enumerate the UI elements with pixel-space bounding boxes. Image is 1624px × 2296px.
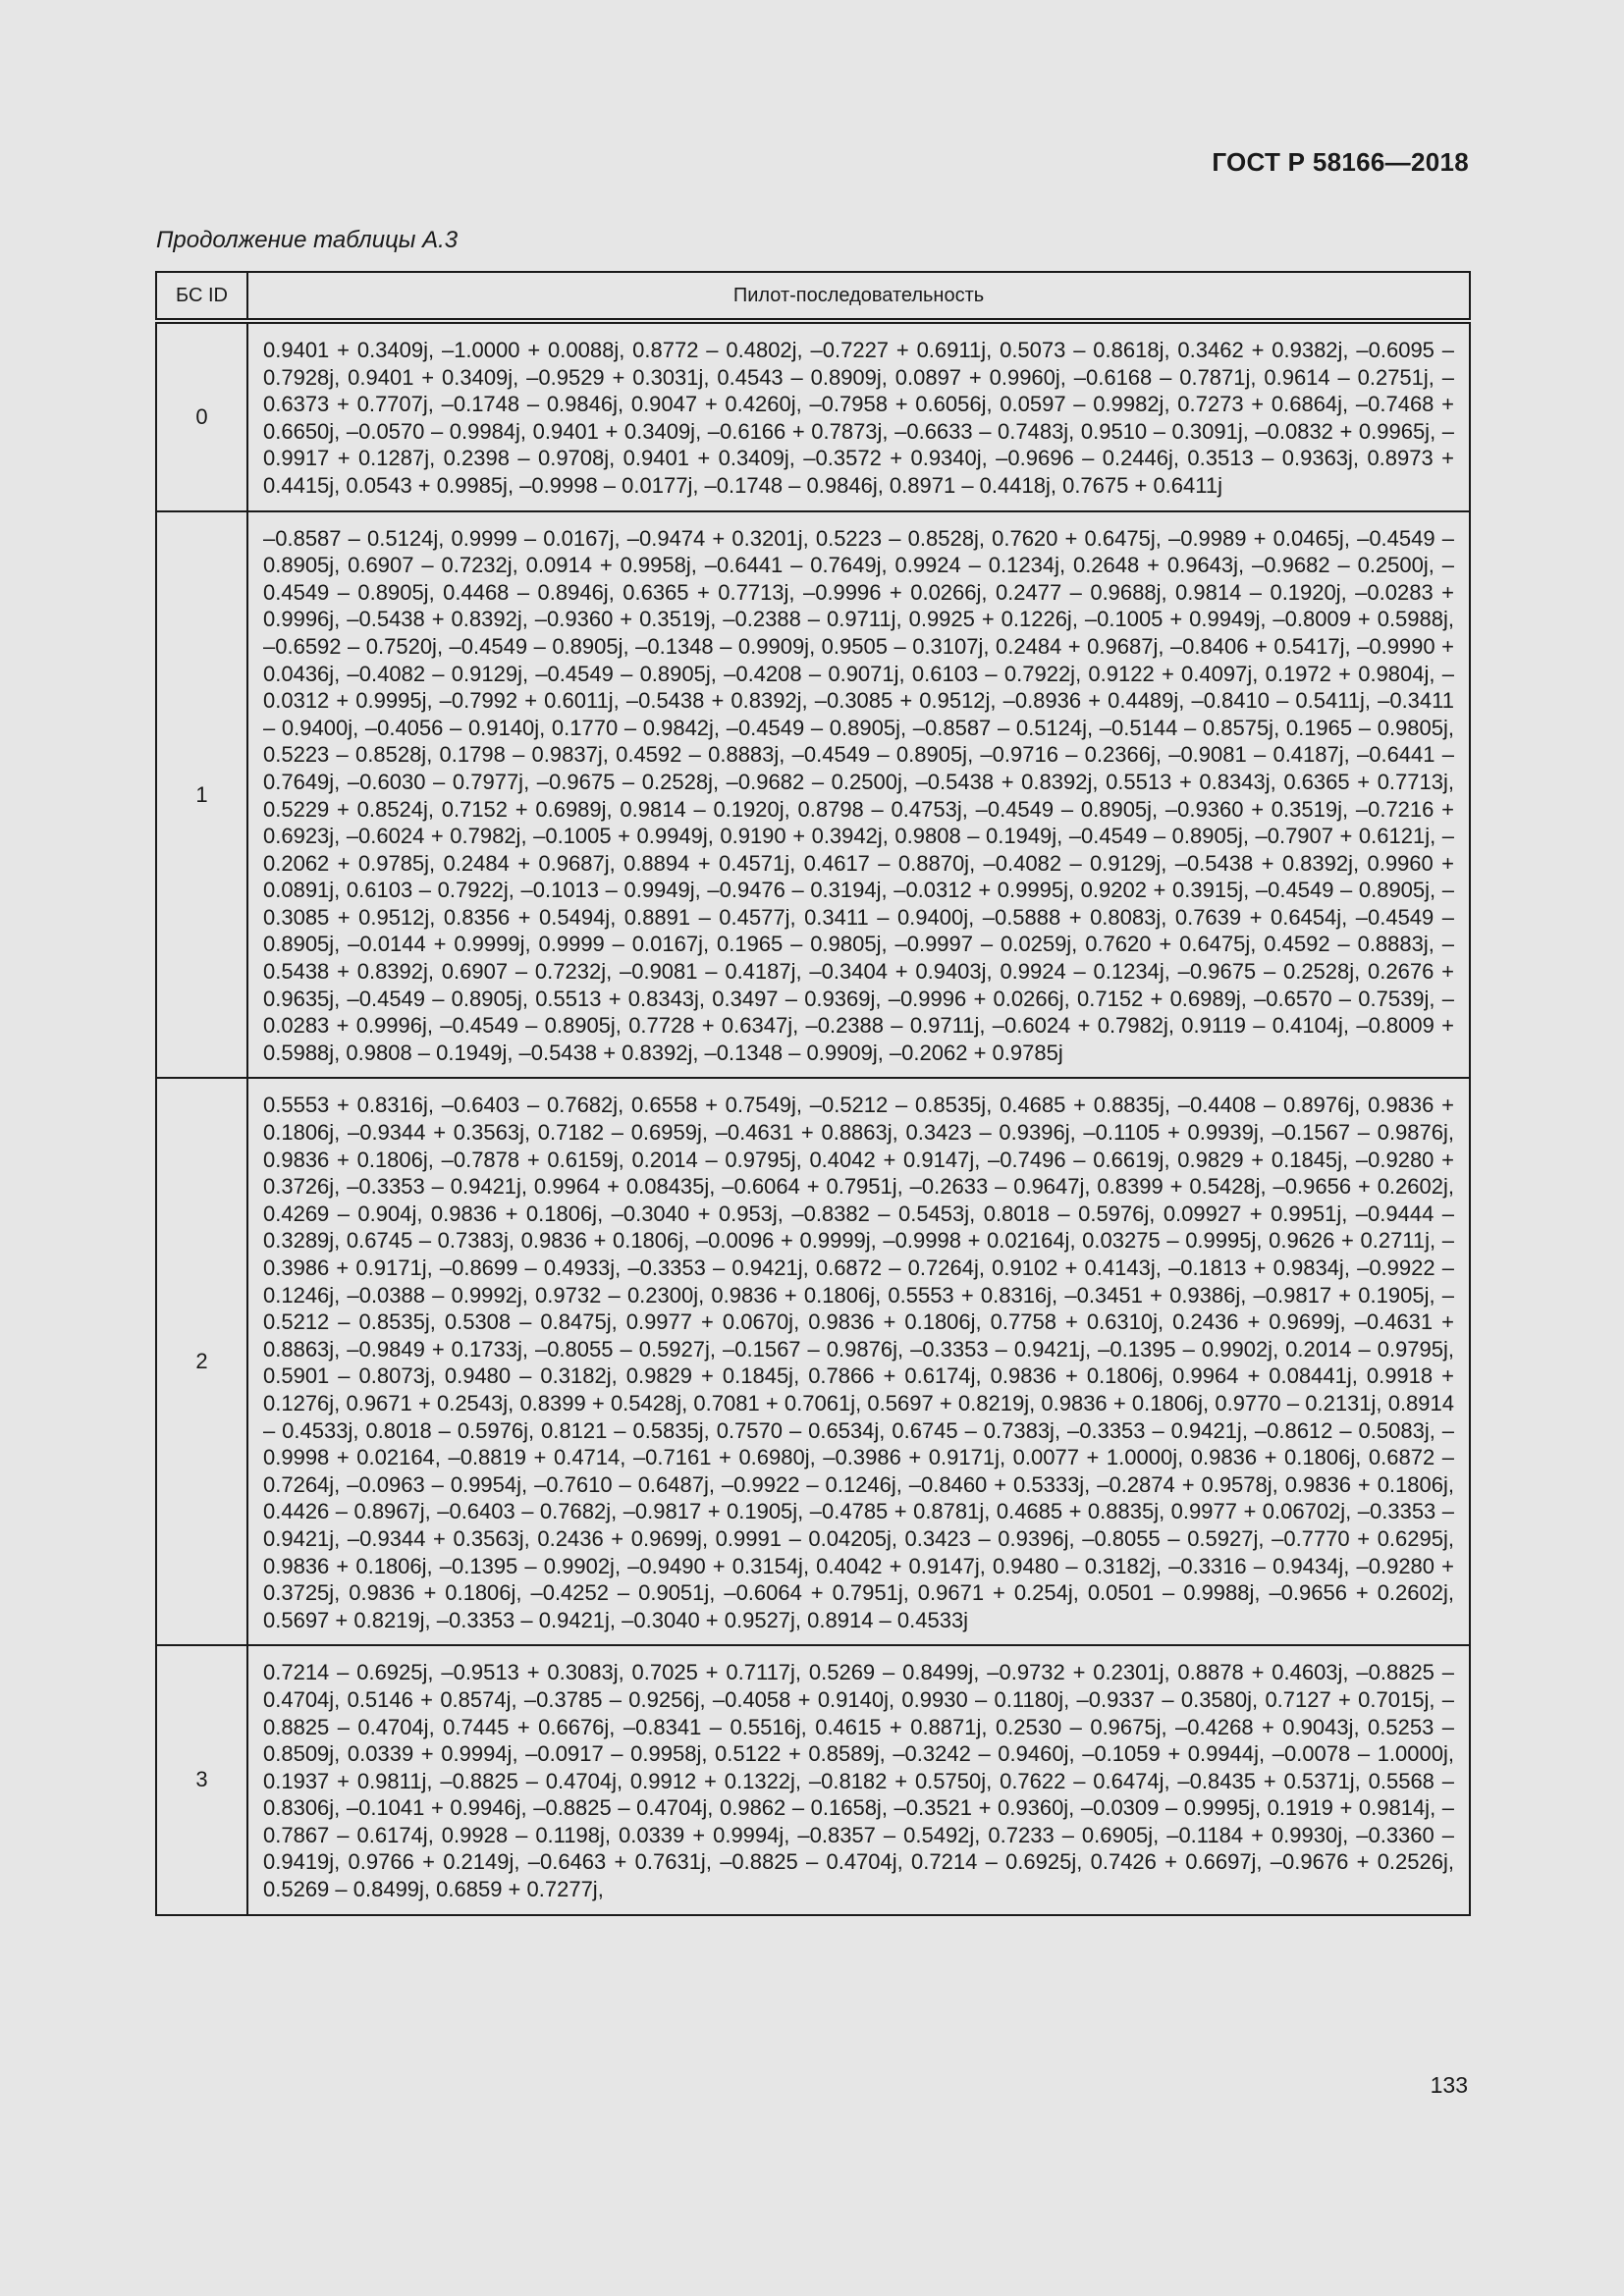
header-bs-id: БС ID bbox=[156, 272, 247, 321]
table-header-row bbox=[156, 272, 1470, 321]
header-pilot-sequence: Пилот-последовательность bbox=[247, 272, 1470, 321]
table-row bbox=[156, 1078, 1470, 1645]
bs-id-cell: 2 bbox=[156, 1078, 247, 1645]
table-row bbox=[156, 511, 1470, 1079]
bs-id-cell: 0 bbox=[156, 321, 247, 511]
pilot-sequence-cell: –0.8587 – 0.5124j, 0.9999 – 0.0167j, –0.9474 + 0.3201j, 0.5223 – 0.8528j, 0.7620 + 0.6475j, –0.9989 + 0.0465j, –0.4549 – 0.8905j, 0.6907 – 0.7232j, 0.0914 + 0.9958j, –0.6441 – 0.7649j, 0.9924 – 0.1234j, 0.2648 + 0.9643j, –0.9682 – 0.2500j, –0.4549 – 0.8905j, 0.4468 – 0.8946j, 0.6365 + 0.7713j, –0.9996 + 0.0266j, 0.2477 – 0.9688j, 0.9814 – 0.1920j, –0.0283 + 0.9996j, –0.5438 + 0.8392j, –0.9360 + 0.3519j, –0.2388 – 0.9711j, 0.9925 + 0.1226j, –0.1005 + 0.9949j, –0.8009 + 0.5988j, –0.6592 – 0.7520j, –0.4549 – 0.8905j, –0.1348 – 0.9909j, 0.9505 – 0.3107j, 0.2484 + 0.9687j, –0.8406 + 0.5417j, –0.9990 + 0.0436j, –0.4082 – 0.9129j, –0.4549 – 0.8905j, –0.4208 – 0.9071j, 0.6103 – 0.7922j, 0.9122 + 0.4097j, 0.1972 + 0.9804j, –0.0312 + 0.9995j, –0.7992 + 0.6011j, –0.5438 + 0.8392j, –0.3085 + 0.9512j, –0.8936 + 0.4489j, –0.8410 – 0.5411j, –0.3411 – 0.9400j, –0.4056 – 0.9140j, 0.1770 – 0.9842j, –0.4549 – 0.8905j, –0.8587 – 0.5124j, –0.5144 – 0.8575j, 0.1965 – 0.9805j, 0.5223 – 0.8528j, 0.1798 – 0.9837j, 0.4592 – 0.8883j, –0.4549 – 0.8905j, –0.9716 – 0.2366j, –0.9081 – 0.4187j, –0.6441 – 0.7649j, –0.6030 – 0.7977j, –0.9675 – 0.2528j, –0.9682 – 0.2500j, –0.5438 + 0.8392j, 0.5513 + 0.8343j, 0.6365 + 0.7713j, 0.5229 + 0.8524j, 0.7152 + 0.6989j, 0.9814 – 0.1920j, 0.8798 – 0.4753j, –0.4549 – 0.8905j, –0.9360 + 0.3519j, –0.7216 + 0.6923j, –0.6024 + 0.7982j, –0.1005 + 0.9949j, 0.9190 + 0.3942j, 0.9808 – 0.1949j, –0.4549 – 0.8905j, –0.7907 + 0.6121j, –0.2062 + 0.9785j, 0.2484 + 0.9687j, 0.8894 + 0.4571j, 0.4617 – 0.8870j, –0.4082 – 0.9129j, –0.5438 + 0.8392j, 0.9960 + 0.0891j, 0.6103 – 0.7922j, –0.1013 – 0.9949j, –0.9476 – 0.3194j, –0.0312 + 0.9995j, 0.9202 + 0.3915j, –0.4549 – 0.8905j, –0.3085 + 0.9512j, 0.8356 + 0.5494j, 0.8891 – 0.4577j, 0.3411 – 0.9400j, –0.5888 + 0.8083j, 0.7639 + 0.6454j, –0.4549 – 0.8905j, –0.0144 + 0.9999j, 0.9999 – 0.0167j, 0.1965 – 0.9805j, –0.9997 – 0.0259j, 0.7620 + 0.6475j, 0.4592 – 0.8883j, –0.5438 + 0.8392j, 0.6907 – 0.7232j, –0.9081 – 0.4187j, –0.3404 + 0.9403j, 0.9924 – 0.1234j, –0.9675 – 0.2528j, 0.2676 + 0.9635j, –0.4549 – 0.8905j, 0.5513 + 0.8343j, 0.3497 – 0.9369j, –0.9996 + 0.0266j, 0.7152 + 0.6989j, –0.6570 – 0.7539j, –0.0283 + 0.9996j, –0.4549 – 0.8905j, 0.7728 + 0.6347j, –0.2388 – 0.9711j, –0.6024 + 0.7982j, 0.9119 – 0.4104j, –0.8009 + 0.5988j, 0.9808 – 0.1949j, –0.5438 + 0.8392j, –0.1348 – 0.9909j, –0.2062 + 0.9785j bbox=[247, 511, 1470, 1079]
pilot-sequence-cell: 0.7214 – 0.6925j, –0.9513 + 0.3083j, 0.7025 + 0.7117j, 0.5269 – 0.8499j, –0.9732 + 0.2301j, 0.8878 + 0.4603j, –0.8825 – 0.4704j, 0.5146 + 0.8574j, –0.3785 – 0.9256j, –0.4058 + 0.9140j, 0.9930 – 0.1180j, –0.9337 – 0.3580j, 0.7127 + 0.7015j, –0.8825 – 0.4704j, 0.7445 + 0.6676j, –0.8341 – 0.5516j, 0.4615 + 0.8871j, 0.2530 – 0.9675j, –0.4268 + 0.9043j, 0.5253 – 0.8509j, 0.0339 + 0.9994j, –0.0917 – 0.9958j, 0.5122 + 0.8589j, –0.3242 – 0.9460j, –0.1059 + 0.9944j, –0.0078 – 1.0000j, 0.1937 + 0.9811j, –0.8825 – 0.4704j, 0.9912 + 0.1322j, –0.8182 + 0.5750j, 0.7622 – 0.6474j, –0.8435 + 0.5371j, 0.5568 – 0.8306j, –0.1041 + 0.9946j, –0.8825 – 0.4704j, 0.9862 – 0.1658j, –0.3521 + 0.9360j, –0.0309 – 0.9995j, 0.1919 + 0.9814j, –0.7867 – 0.6174j, 0.9928 – 0.1198j, 0.0339 + 0.9994j, –0.8357 – 0.5492j, 0.7233 – 0.6905j, –0.1184 + 0.9930j, –0.3360 – 0.9419j, 0.9766 + 0.2149j, –0.6463 + 0.7631j, –0.8825 – 0.4704j, 0.7214 – 0.6925j, 0.7426 + 0.6697j, –0.9676 + 0.2526j, 0.5269 – 0.8499j, 0.6859 + 0.7277j, bbox=[247, 1645, 1470, 1914]
pilot-sequence-cell: 0.5553 + 0.8316j, –0.6403 – 0.7682j, 0.6558 + 0.7549j, –0.5212 – 0.8535j, 0.4685 + 0.8835j, –0.4408 – 0.8976j, 0.9836 + 0.1806j, –0.9344 + 0.3563j, 0.7182 – 0.6959j, –0.4631 + 0.8863j, 0.3423 – 0.9396j, –0.1105 + 0.9939j, –0.1567 – 0.9876j, 0.9836 + 0.1806j, –0.7878 + 0.6159j, 0.2014 – 0.9795j, 0.4042 + 0.9147j, –0.7496 – 0.6619j, 0.9829 + 0.1845j, –0.9280 + 0.3726j, –0.3353 – 0.9421j, 0.9964 + 0.08435j, –0.6064 + 0.7951j, –0.2633 – 0.9647j, 0.8399 + 0.5428j, –0.9656 + 0.2602j, 0.4269 – 0.904j, 0.9836 + 0.1806j, –0.3040 + 0.953j, –0.8382 – 0.5453j, 0.8018 – 0.5976j, 0.09927 + 0.9951j, –0.9444 – 0.3289j, 0.6745 – 0.7383j, 0.9836 + 0.1806j, –0.0096 + 0.9999j, –0.9998 + 0.02164j, 0.03275 – 0.9995j, 0.9626 + 0.2711j, –0.3986 + 0.9171j, –0.8699 – 0.4933j, –0.3353 – 0.9421j, 0.6872 – 0.7264j, 0.9102 + 0.4143j, –0.1813 + 0.9834j, –0.9922 – 0.1246j, –0.0388 – 0.9992j, 0.9732 – 0.2300j, 0.9836 + 0.1806j, 0.5553 + 0.8316j, –0.3451 + 0.9386j, –0.9817 + 0.1905j, –0.5212 – 0.8535j, 0.5308 – 0.8475j, 0.9977 + 0.0670j, 0.9836 + 0.1806j, 0.7758 + 0.6310j, 0.2436 + 0.9699j, –0.4631 + 0.8863j, –0.9849 + 0.1733j, –0.8055 – 0.5927j, –0.1567 – 0.9876j, –0.3353 – 0.9421j, –0.1395 – 0.9902j, 0.2014 – 0.9795j, 0.5901 – 0.8073j, 0.9480 – 0.3182j, 0.9829 + 0.1845j, 0.7866 + 0.6174j, 0.9836 + 0.1806j, 0.9964 + 0.08441j, 0.9918 + 0.1276j, 0.9671 + 0.2543j, 0.8399 + 0.5428j, 0.7081 + 0.7061j, 0.5697 + 0.8219j, 0.9836 + 0.1806j, 0.9770 – 0.2131j, 0.8914 – 0.4533j, 0.8018 – 0.5976j, 0.8121 – 0.5835j, 0.7570 – 0.6534j, 0.6745 – 0.7383j, –0.3353 – 0.9421j, –0.8612 – 0.5083j, –0.9998 + 0.02164, –0.8819 + 0.4714, –0.7161 + 0.6980j, –0.3986 + 0.9171j, 0.0077 + 1.0000j, 0.9836 + 0.1806j, 0.6872 – 0.7264j, –0.0963 – 0.9954j, –0.7610 – 0.6487j, –0.9922 – 0.1246j, –0.8460 + 0.5333j, –0.2874 + 0.9578j, 0.9836 + 0.1806j, 0.4426 – 0.8967j, –0.6403 – 0.7682j, –0.9817 + 0.1905j, –0.4785 + 0.8781j, 0.4685 + 0.8835j, 0.9977 + 0.06702j, –0.3353 – 0.9421j, –0.9344 + 0.3563j, 0.2436 + 0.9699j, 0.9991 – 0.04205j, 0.3423 – 0.9396j, –0.8055 – 0.5927j, –0.7770 + 0.6295j, 0.9836 + 0.1806j, –0.1395 – 0.9902j, –0.9490 + 0.3154j, 0.4042 + 0.9147j, 0.9480 – 0.3182j, –0.3316 – 0.9434j, –0.9280 + 0.3725j, 0.9836 + 0.1806j, –0.4252 – 0.9051j, –0.6064 + 0.7951j, 0.9671 + 0.254j, 0.0501 – 0.9988j, –0.9656 + 0.2602j, 0.5697 + 0.8219j, –0.3353 – 0.9421j, –0.3040 + 0.9527j, 0.8914 – 0.4533j bbox=[247, 1078, 1470, 1645]
pilot-sequence-cell: 0.9401 + 0.3409j, –1.0000 + 0.0088j, 0.8772 – 0.4802j, –0.7227 + 0.6911j, 0.5073 – 0.8618j, 0.3462 + 0.9382j, –0.6095 – 0.7928j, 0.9401 + 0.3409j, –0.9529 + 0.3031j, 0.4543 – 0.8909j, 0.0897 + 0.9960j, –0.6168 – 0.7871j, 0.9614 – 0.2751j, –0.6373 + 0.7707j, –0.1748 – 0.9846j, 0.9047 + 0.4260j, –0.7958 + 0.6056j, 0.0597 – 0.9982j, 0.7273 + 0.6864j, –0.7468 + 0.6650j, –0.0570 – 0.9984j, 0.9401 + 0.3409j, –0.6166 + 0.7873j, –0.6633 – 0.7483j, 0.9510 – 0.3091j, –0.0832 + 0.9965j, –0.9917 + 0.1287j, 0.2398 – 0.9708j, 0.9401 + 0.3409j, –0.3572 + 0.9340j, –0.9696 – 0.2446j, 0.3513 – 0.9363j, 0.8973 + 0.4415j, 0.0543 + 0.9985j, –0.9998 – 0.0177j, –0.1748 – 0.9846j, 0.8971 – 0.4418j, 0.7675 + 0.6411j bbox=[247, 321, 1470, 511]
table-continuation-caption: Продолжение таблицы А.3 bbox=[156, 227, 459, 253]
pilot-sequence-table bbox=[155, 271, 1471, 1916]
document-standard-number: ГОСТ Р 58166—2018 bbox=[1212, 147, 1469, 177]
bs-id-cell: 3 bbox=[156, 1645, 247, 1914]
page-number: 133 bbox=[1430, 2072, 1468, 2098]
bs-id-cell: 1 bbox=[156, 511, 247, 1079]
table-row bbox=[156, 1645, 1470, 1914]
table-row bbox=[156, 321, 1470, 511]
